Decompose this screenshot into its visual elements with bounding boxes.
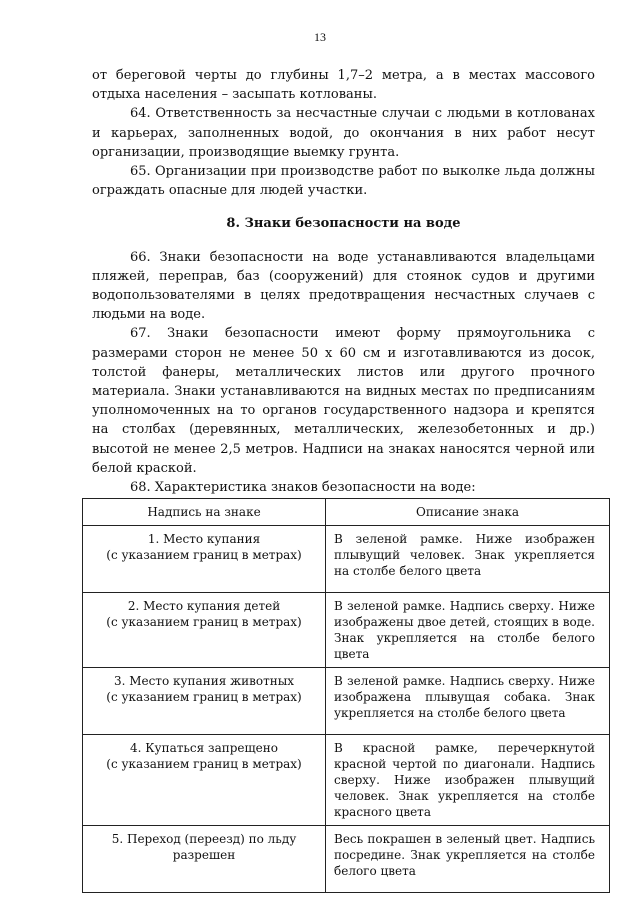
- sign-label: 1. Место купания (с указанием границ в метрах): [106, 532, 302, 562]
- page-number: 13: [314, 30, 326, 44]
- sign-description-cell: [326, 593, 610, 668]
- section-heading: 8. Знаки безопасности на воде: [226, 216, 461, 232]
- table-row: [83, 735, 610, 826]
- paragraph-65: 65. Организации при производстве работ по выколке льда должны ограждать опасные для людей участки.: [92, 164, 595, 199]
- column-header-description: Описание знака: [326, 499, 610, 526]
- sign-description: Весь покрашен в зеленый цвет. Надпись посредине. Знак укрепляется на столбе белого цвета: [334, 832, 595, 878]
- sign-description-cell: [326, 526, 610, 593]
- table-row: [83, 668, 610, 735]
- safety-signs-table: [82, 498, 610, 893]
- sign-label: 5. Переход (переезд) по льду разрешен: [111, 832, 297, 862]
- sign-description: В зеленой рамке. Надпись сверху. Ниже изображены двое детей, стоящих в воде. Знак укрепляется на столбе белого цвета: [334, 599, 595, 661]
- document-body: [92, 66, 595, 497]
- sign-label: 2. Место купания детей (с указанием границ в метрах): [106, 599, 302, 629]
- sign-description-cell: [326, 668, 610, 735]
- column-header-sign: Надпись на знаке: [83, 499, 326, 526]
- sign-label-cell: [83, 826, 326, 893]
- sign-label-cell: [83, 593, 326, 668]
- paragraph-66: 66. Знаки безопасности на воде устанавливаются владельцами пляжей, переправ, баз (сооружений) для стоянок судов и другими водопользователями в целях предотвращения несчастных случаев с людьми на воде.: [92, 249, 595, 323]
- paragraph-continuation: от береговой черты до глубины 1,7–2 метра, а в местах массового отдыха населения – засыпать котлованы.: [92, 68, 595, 103]
- sign-label-cell: [83, 526, 326, 593]
- sign-label: 4. Купаться запрещено (с указанием границ в метрах): [106, 741, 302, 771]
- table-header-row: [83, 499, 610, 526]
- sign-label-cell: [83, 668, 326, 735]
- sign-label: 3. Место купания животных (с указанием границ в метрах): [106, 674, 302, 704]
- sign-description: В красной рамке, перечеркнутой красной чертой по диагонали. Надпись сверху. Ниже изображен плывущий человек. Знак укрепляется на столбе красного цвета: [334, 741, 595, 819]
- sign-description: В зеленой рамке. Ниже изображен плывущий человек. Знак укрепляется на столбе белого цвета: [334, 532, 595, 578]
- table-row: [83, 593, 610, 668]
- paragraph-64: 64. Ответственность за несчастные случаи с людьми в котлованах и карьерах, заполненных водой, до окончания в них работ несут организации, производящие выемку грунта.: [92, 106, 595, 160]
- table-row: [83, 826, 610, 893]
- sign-label-cell: [83, 735, 326, 826]
- paragraph-67: 67. Знаки безопасности имеют форму прямоугольника с размерами сторон не менее 50 х 60 см и изготавливаются из досок, толстой фанеры, металлических листов или другого прочного материала. Знаки устанавливаются на видных местах по предписаниям уполномоченных на то органов государственного надзора и крепятся на столбах (деревянных, металлических, железобетонных и др.) высотой не менее 2,5 метров. Надписи на знаках наносятся черной или белой краской.: [92, 326, 595, 476]
- paragraph-68: 68. Характеристика знаков безопасности на воде:: [130, 480, 476, 496]
- sign-description: В зеленой рамке. Надпись сверху. Ниже изображена плывущая собака. Знак укрепляется на столбе белого цвета: [334, 674, 595, 720]
- sign-description-cell: [326, 826, 610, 893]
- sign-description-cell: [326, 735, 610, 826]
- table-row: [83, 526, 610, 593]
